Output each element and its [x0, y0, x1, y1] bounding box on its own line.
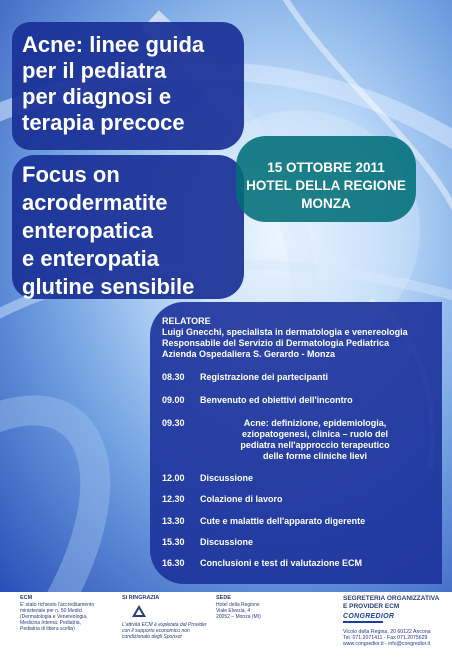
focus-line: glutine sensibile — [22, 274, 195, 299]
organizer-heading-line: E PROVIDER ECM — [343, 602, 400, 610]
focus-line: acrodermatite — [22, 190, 168, 215]
focus-box — [12, 155, 244, 299]
address-line: www.congredior.it - info@congredior.it — [343, 641, 431, 648]
title-line: terapia precoce — [22, 110, 185, 135]
agenda-desc-line: Acne: definizione, epidemiologia, — [243, 418, 387, 428]
event-date: 15 OTTOBRE 2011 — [267, 160, 385, 175]
agenda-desc: Discussione — [200, 537, 254, 547]
footer — [0, 592, 452, 663]
venue-line: 20052 – Monza (MI) — [216, 614, 261, 620]
agenda-time: 13.30 — [162, 516, 185, 526]
ecm-line: ministeriale per n. 50 Medici — [20, 608, 83, 614]
congredior-logo — [343, 614, 448, 623]
title-line: Acne: linee guida — [22, 32, 205, 57]
focus-line: e enteropatia — [22, 246, 159, 271]
sponsor-logo-icon — [132, 605, 146, 617]
organizer-heading — [343, 595, 448, 610]
date-venue-box — [236, 136, 416, 222]
venue-line: Hotel della Regione — [216, 602, 260, 608]
thanks-line: condizionato degli Sponsor — [122, 634, 183, 640]
agenda-time: 08.30 — [162, 372, 185, 382]
ecm-line: (Dermatologia e Venereologia, — [20, 614, 88, 620]
title-line: per il pediatra — [22, 58, 167, 83]
focus-line: enteropatica — [22, 218, 153, 243]
thanks-line: con il supporto economico non — [122, 628, 190, 634]
footer-ecm — [20, 595, 115, 632]
speaker-line: Responsabile del Servizio di Dermatologia Pediatrica — [162, 338, 390, 348]
address-line: Tel. 071.2071411 - Fax 071.2075629 — [343, 635, 428, 642]
ecm-line: E' stato richiesto l'accreditamento — [20, 602, 95, 608]
agenda-time: 12.00 — [162, 473, 185, 483]
title-box — [12, 22, 244, 150]
speaker-line: Luigi Gnecchi, specialista in dermatologia e venereologia — [162, 327, 408, 337]
agenda-desc: Conclusioni e test di valutazione ECM — [200, 558, 363, 568]
event-title — [22, 32, 250, 136]
agenda-time: 12.30 — [162, 494, 185, 504]
speaker-line: Azienda Ospedaliera S. Gerardo - Monza — [162, 349, 336, 359]
program-box — [150, 302, 442, 584]
speaker-label: RELATORE — [162, 316, 211, 326]
agenda-desc: Benvenuto ed obiettivi dell'incontro — [200, 395, 353, 405]
ecm-line: Pediatria di libera scelta) — [20, 626, 75, 632]
ecm-heading: ECM — [20, 595, 33, 601]
footer-thanks — [122, 595, 214, 640]
agenda-desc: Cute e malattie dell'apparato digerente — [200, 516, 366, 526]
agenda-desc — [200, 418, 430, 462]
agenda-time: 15.30 — [162, 537, 185, 547]
agenda-desc: Registrazione dei partecipanti — [200, 372, 329, 382]
thanks-heading: SI RINGRAZIA — [122, 595, 160, 601]
congredior-logo-text: CONGREDIOR — [343, 613, 395, 620]
footer-venue — [216, 595, 296, 620]
focus-title — [22, 161, 250, 301]
agenda-desc: Colazione di lavoro — [200, 494, 283, 504]
venue-line: Viale Elvezia, 4 — [216, 608, 251, 614]
agenda-time: 09.00 — [162, 395, 185, 405]
venue-name: HOTEL DELLA REGIONE — [246, 178, 406, 193]
focus-line: Focus on — [22, 162, 120, 187]
agenda-time: 09.30 — [162, 418, 185, 428]
title-line: per diagnosi e — [22, 84, 172, 109]
thanks-line: L'attività ECM è espletata dal Provider — [122, 622, 207, 628]
footer-organizer — [343, 595, 448, 648]
speaker-section — [162, 316, 438, 360]
agenda-desc-line: eziopatogenesi, clinica – ruolo del — [241, 429, 389, 439]
address-line: Vicolo della Regina, 20 60122 Ancona — [343, 629, 431, 635]
ecm-line: Medicina Interna, Pediatria, — [20, 620, 81, 626]
agenda-time: 16.30 — [162, 558, 185, 568]
venue-city: MONZA — [301, 196, 351, 211]
organizer-address — [343, 629, 448, 648]
logo-underline — [343, 621, 383, 623]
agenda-desc-line: pediatra nell'approccio terapeutico — [240, 440, 390, 450]
agenda-desc: Discussione — [200, 473, 254, 483]
organizer-heading-line: SEGRETERIA ORGANIZZATIVA — [343, 595, 440, 602]
agenda-desc-line: delle forme cliniche lievi — [262, 451, 368, 461]
venue-heading: SEDE — [216, 595, 231, 601]
